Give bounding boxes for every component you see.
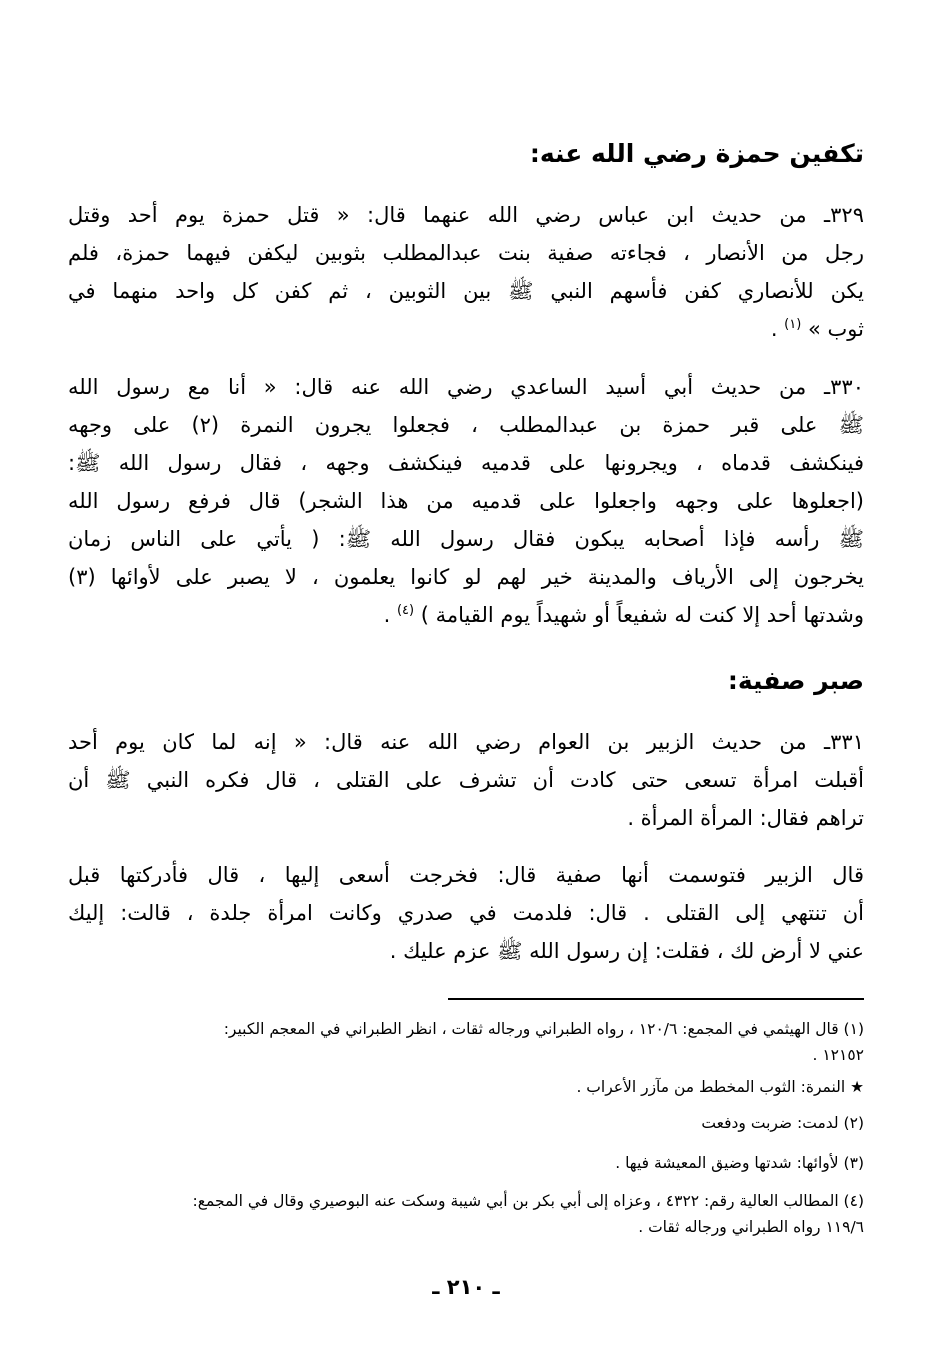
footnote-line: (٢) لدمت: ضربت ودفعت xyxy=(701,1114,864,1132)
text-line: (اجعلوها على وجهه واجعلوا على قدميه من هذا الشجر) قال فرفع رسول الله xyxy=(68,489,864,513)
text-line: وشدتها أحد إلا كنت له شفيعاً أو شهيداً يوم القيامة ) $^{(٤)}$ . xyxy=(383,603,864,627)
footnote xyxy=(68,1188,864,1240)
footnote xyxy=(68,1074,864,1100)
text-line: رجل من الأنصار ، فجاءته صفية بنت عبدالمطلب بثوبين ليكفن فيهما حمزة، فلم xyxy=(68,241,864,265)
text-line: ٣٢٩ـ من حديث ابن عباس رضي الله عنهما قال: « قتل حمزة يوم أحد وقتل xyxy=(68,203,864,227)
text-line: ثوب » $^{(١)}$ . xyxy=(770,317,864,341)
text-line: أقبلت امرأة تسعى حتى كادت أن تشرف على القتلى ، قال فكره النبي ﷺ أن xyxy=(68,768,864,792)
footnote xyxy=(68,1016,864,1068)
footnote-marker: (١) xyxy=(784,317,802,332)
hadith-paragraph xyxy=(68,196,864,348)
text-line: قال الزبير فتوسمت أنها صفية قال: فخرجت أسعى إليها ، قال فأدركتها قبل xyxy=(68,863,864,887)
page-number: ـ ٢١٠ ـ xyxy=(432,1275,500,1299)
text-line: ٣٣٠ـ من حديث أبي أسيد الساعدي رضي الله عنه قال: « أنا مع رسول الله xyxy=(68,375,864,399)
text-line: ٣٣١ـ من حديث الزبير بن العوام رضي الله عنه قال: « إنه لما كان يوم أحد xyxy=(68,730,864,754)
text-line: يكن للأنصاري كفن فأسهم النبي ﷺ بين الثوبين ، ثم كفن كل واحد منهما في xyxy=(68,279,864,303)
footnote-line: ١١٩/٦ رواه الطبراني ورجاله ثقات . xyxy=(638,1218,864,1236)
text-line: أن تنتهي إلى القتلى . قال: فلدمت في صدري وكانت امرأة جلدة ، قالت: إليك xyxy=(68,901,864,925)
footnote xyxy=(68,1110,864,1136)
text-line: تراهم فقال: المرأة المرأة . xyxy=(627,806,864,830)
footnote-line: (٣) لأوائها: شدتها وضيق المعيشة فيها . xyxy=(615,1154,864,1172)
footnote-separator xyxy=(448,998,864,1000)
footnote xyxy=(68,1150,864,1176)
text-line: ﷺ رأسه فإذا أصحابه يبكون فقال رسول الله ﷺ: ( يأتي على الناس زمان xyxy=(68,527,864,551)
footnote-line: (٤) المطالب العالية رقم: ٤٣٢٢ ، وعزاه إلى أبي بكر بن أبي شيبة وسكت عنه البوصيري وقال في المجمع: xyxy=(192,1192,864,1210)
hadith-paragraph xyxy=(68,368,864,634)
text-line: فينكشف قدماه ، ويجرونها على قدميه فينكشف وجهه ، فقال رسول الله ﷺ: xyxy=(68,451,864,475)
footnote-line: (١) قال الهيثمي في المجمع: ١٢٠/٦ ، رواه الطبراني ورجاله ثقات ، انظر الطبراني في المعجم الكبير: xyxy=(223,1020,864,1038)
hadith-paragraph xyxy=(68,723,864,837)
text-line: ﷺ على قبر حمزة بن عبدالمطلب ، فجعلوا يجرون النمرة (٢) على وجهه xyxy=(68,413,864,437)
footnote-line: ★ النمرة: الثوب المخطط من مآزر الأعراب . xyxy=(576,1078,864,1096)
section-heading: صبر صفية: xyxy=(727,666,864,695)
section-heading: تكفين حمزة رضي الله عنه: xyxy=(529,139,864,168)
text-line: عني لا أرض لك ، فقلت: إن رسول الله ﷺ عزم عليك . xyxy=(389,939,864,963)
narration-paragraph xyxy=(68,856,864,970)
footnote-marker: (٤) xyxy=(396,603,415,618)
text-line: يخرجون إلى الأرياف والمدينة خير لهم لو كانوا يعلمون ، لا يصبر على لأوائها (٣) xyxy=(68,565,864,589)
footnote-line: ١٢١٥٢ . xyxy=(812,1046,864,1064)
